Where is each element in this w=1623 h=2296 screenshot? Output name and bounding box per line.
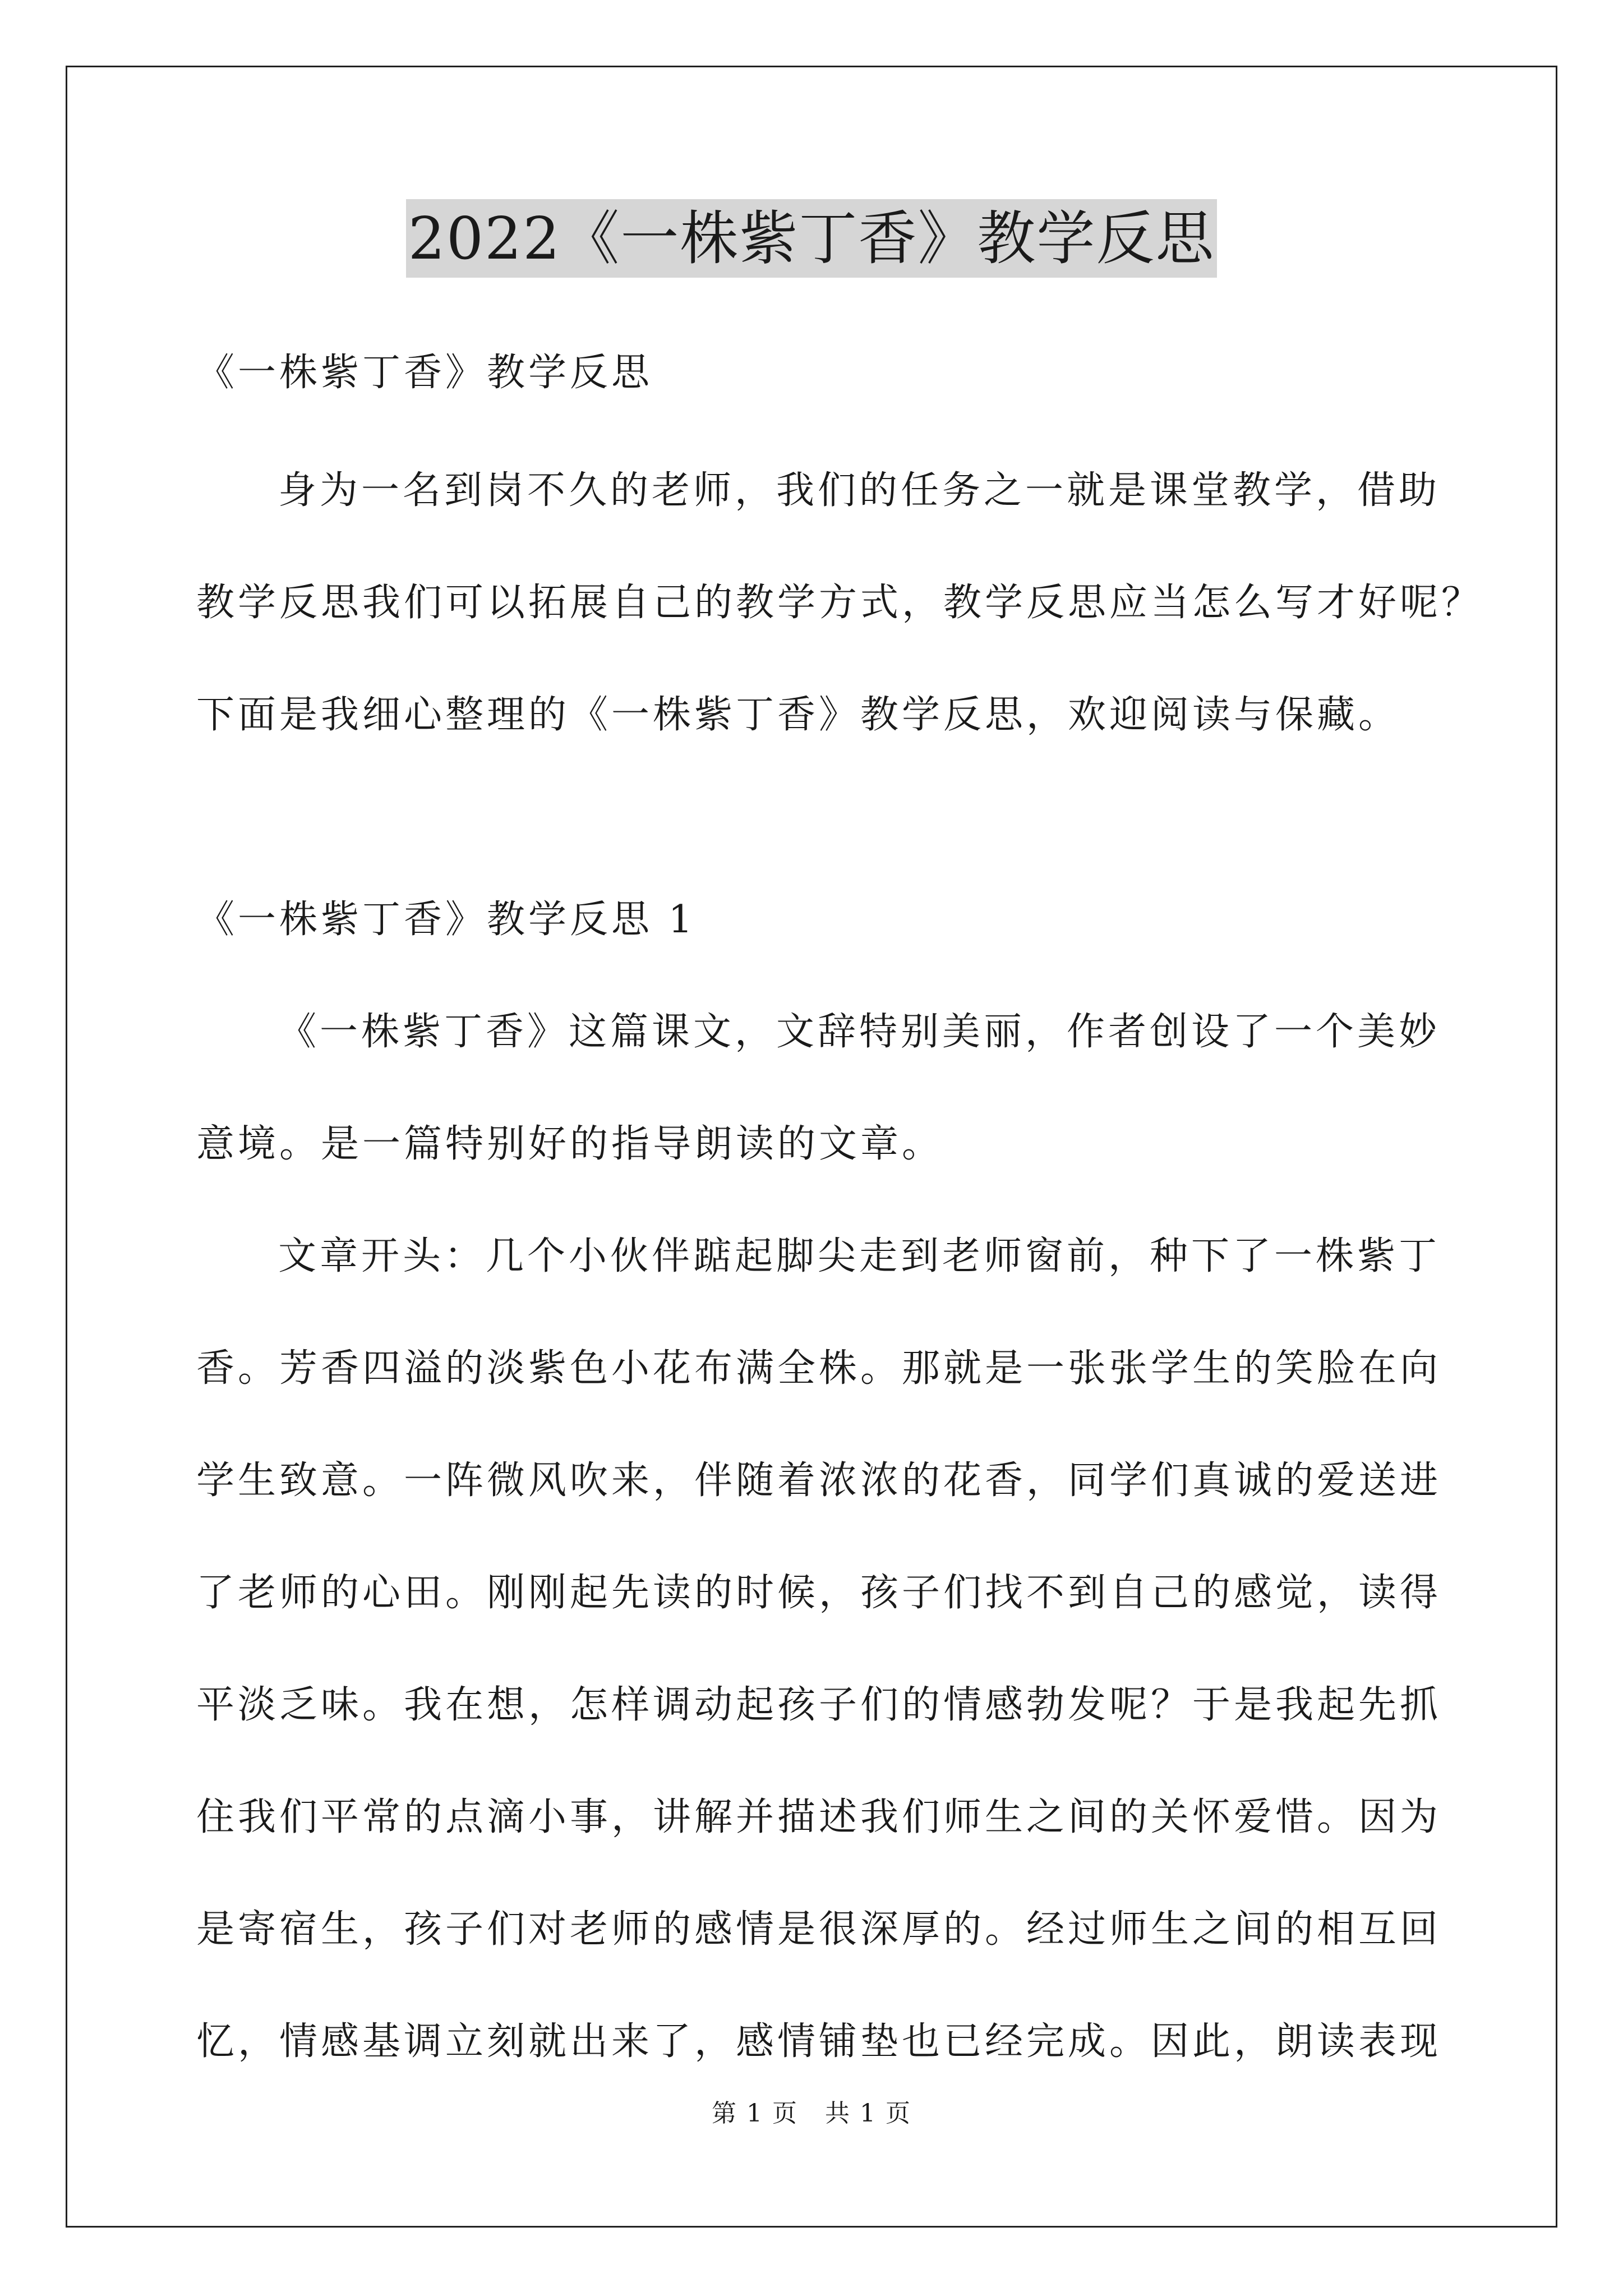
paragraph-1-line-1: 《一株紫丁香》这篇课文，文辞特别美丽，作者创设了一个美妙 [278, 1010, 1441, 1054]
subtitle-block [196, 317, 1430, 429]
title-text: 2022《一株紫丁香》教学反思 [406, 199, 1218, 278]
paragraph-2 [196, 1200, 1442, 2098]
paragraph-2-line-8: 忆，情感基调立刻就出来了，感情铺垫也已经完成。因此，朗读表现 [196, 2019, 1442, 2064]
paragraph-2-line-6: 住我们平常的点滴小事，讲解并描述我们师生之间的关怀爱惜。因为 [196, 1795, 1442, 1839]
page-total: 共 1 页 [825, 2099, 911, 2128]
intro-line-3: 下面是我细心整理的《一株紫丁香》教学反思，欢迎阅读与保藏。 [196, 693, 1400, 737]
intro-paragraph [196, 435, 1483, 771]
paragraph-2-line-5: 平淡乏味。我在想，怎样调动起孩子们的情感勃发呢？于是我起先抓 [196, 1683, 1442, 1727]
paragraph-1 [196, 976, 1441, 1200]
paragraph-2-line-7: 是寄宿生，孩子们对老师的感情是很深厚的。经过师生之间的相互回 [196, 1907, 1442, 1952]
document-subtitle: 《一株紫丁香》教学反思 [196, 351, 653, 395]
intro-line-2: 教学反思我们可以拓展自己的教学方式，教学反思应当怎么写才好呢？ [196, 581, 1483, 625]
document-title [0, 199, 1623, 278]
section-heading-block [196, 864, 1430, 976]
paragraph-1-line-2: 意境。是一篇特别好的指导朗读的文章。 [196, 1122, 944, 1166]
page-footer [0, 2097, 1623, 2131]
page-number: 第 1 页 [712, 2099, 798, 2128]
paragraph-2-line-3: 学生致意。一阵微风吹来，伴随着浓浓的花香，同学们真诚的爱送进 [196, 1458, 1442, 1503]
section-heading: 《一株紫丁香》教学反思 1 [196, 898, 696, 942]
paragraph-2-line-1: 文章开头：几个小伙伴踮起脚尖走到老师窗前，种下了一株紫丁 [278, 1234, 1441, 1278]
paragraph-2-line-4: 了老师的心田。刚刚起先读的时候，孩子们找不到自己的感觉，读得 [196, 1571, 1442, 1615]
intro-line-1: 身为一名到岗不久的老师，我们的任务之一就是课堂教学，借助 [278, 468, 1441, 513]
paragraph-2-line-2: 香。芳香四溢的淡紫色小花布满全株。那就是一张张学生的笑脸在向 [196, 1346, 1442, 1391]
